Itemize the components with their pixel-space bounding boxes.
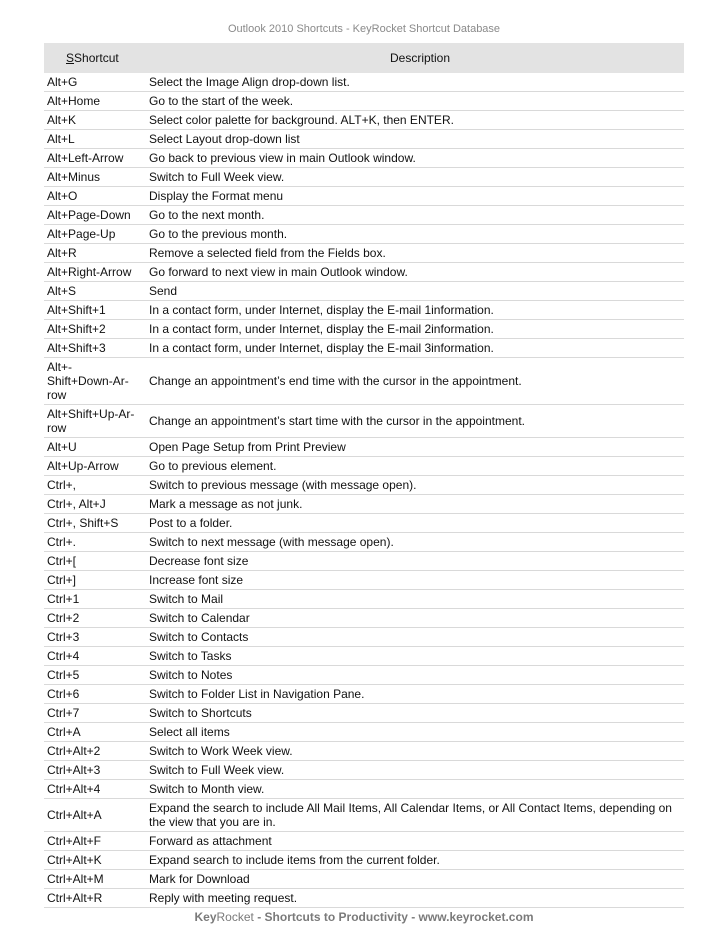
table-row [44, 149, 684, 168]
shortcut-key: Ctrl+, Alt+J [47, 497, 106, 511]
header-shortcut-label: Shortcut [74, 51, 119, 65]
shortcut-description: Change an appointment’s start time with the cursor in the appointment. [149, 414, 525, 428]
shortcut-key: Alt+U [47, 440, 77, 454]
shortcut-description: Switch to Shortcuts [149, 706, 252, 720]
shortcut-key: Alt+G [47, 75, 78, 89]
shortcut-description: Select color palette for background. ALT+K, then ENTER. [149, 113, 454, 127]
shortcut-key: Alt+Left-Arrow [47, 151, 124, 165]
shortcut-key: Ctrl+Alt+4 [47, 782, 101, 796]
table-row [44, 263, 684, 282]
shortcut-key: Ctrl+A [47, 725, 81, 739]
shortcut-description: Switch to Notes [149, 668, 233, 682]
footer [0, 910, 728, 924]
table-row [44, 438, 684, 457]
shortcut-description: Go to the next month. [149, 208, 265, 222]
table-header [44, 43, 684, 73]
table-row [44, 206, 684, 225]
table-row [44, 761, 684, 780]
document-title: Outlook 2010 Shortcuts - KeyRocket Shortcut Database [227, 23, 501, 35]
shortcut-description: Decrease font size [149, 554, 249, 568]
shortcut-key: Ctrl+, Shift+S [47, 516, 119, 530]
shortcut-key: Alt+Up-Arrow [47, 459, 119, 473]
shortcut-description: Switch to Month view. [149, 782, 265, 796]
table-row [44, 533, 684, 552]
shortcut-description: Switch to previous message (with message open). [149, 478, 417, 492]
shortcut-description: Switch to Calendar [149, 611, 250, 625]
table-row [44, 647, 684, 666]
shortcut-key: Alt+Page-Down [47, 208, 131, 222]
shortcut-key: Alt+Home [47, 94, 101, 108]
shortcut-key: Alt+Right-Arrow [47, 265, 132, 279]
shortcut-key: Alt+R [47, 246, 77, 260]
table-row [44, 168, 684, 187]
table-row [44, 742, 684, 761]
shortcut-description: Go to the previous month. [149, 227, 288, 241]
table-row [44, 609, 684, 628]
shortcut-key: Ctrl+Alt+K [47, 853, 102, 867]
shortcut-key: Alt+L [47, 132, 75, 146]
table-row [44, 405, 684, 438]
table-row [44, 514, 684, 533]
shortcut-key: Ctrl+5 [47, 668, 80, 682]
shortcut-description: Select Layout drop-down list [149, 132, 300, 146]
table-row [44, 476, 684, 495]
shortcut-key: Ctrl+Alt+F [47, 834, 102, 848]
shortcut-description: Switch to Full Week view. [149, 170, 285, 184]
shortcut-key: Ctrl+1 [47, 592, 80, 606]
table-row [44, 339, 684, 358]
footer-brand-key: Key [194, 910, 217, 924]
shortcut-description: Switch to Mail [149, 592, 224, 606]
table-row [44, 723, 684, 742]
shortcut-description: Go back to previous view in main Outlook window. [149, 151, 416, 165]
table-row [44, 590, 684, 609]
shortcut-description: Switch to Full Week view. [149, 763, 285, 777]
shortcut-description: Forward as attachment [149, 834, 272, 848]
header-shortcut-underlined-letter: S [66, 51, 75, 65]
table-row [44, 799, 684, 832]
table-row [44, 111, 684, 130]
table-row [44, 130, 684, 149]
shortcut-description: Send [149, 284, 178, 298]
table-row [44, 552, 684, 571]
shortcut-key: Ctrl+3 [47, 630, 80, 644]
table-row [44, 495, 684, 514]
shortcut-key: Ctrl+Alt+R [47, 891, 103, 905]
table-row [44, 187, 684, 206]
shortcut-key: Ctrl+Alt+3 [47, 763, 101, 777]
shortcut-key: Ctrl+6 [47, 687, 80, 701]
shortcut-description: Change an appointment’s end time with the cursor in the appointment. [149, 374, 522, 388]
shortcut-key: Ctrl+, [47, 478, 77, 492]
shortcut-description: Expand search to include items from the current folder. [149, 853, 440, 867]
shortcut-table [44, 43, 684, 908]
shortcut-key: Alt+Shift+2 [47, 322, 106, 336]
table-row [44, 301, 684, 320]
header-shortcut [44, 51, 146, 65]
shortcut-key: Ctrl+Alt+A [47, 808, 102, 822]
footer-brand-rocket: Rocket [216, 910, 254, 924]
shortcut-description: Select the Image Align drop-down list. [149, 75, 350, 89]
shortcut-key: Ctrl+Alt+M [47, 872, 104, 886]
shortcut-key: Ctrl+[ [47, 554, 77, 568]
shortcut-description: In a contact form, under Internet, display the E-mail 3information. [149, 341, 494, 355]
table-row [44, 666, 684, 685]
shortcut-description: Switch to Work Week view. [149, 744, 293, 758]
shortcut-description: Go to the start of the week. [149, 94, 294, 108]
shortcut-key: Ctrl+7 [47, 706, 80, 720]
shortcut-key: Alt+Page-Up [47, 227, 116, 241]
shortcut-key: Alt+O [47, 189, 78, 203]
header-description: Description [389, 51, 451, 65]
shortcut-key: Alt+Shift+3 [47, 341, 106, 355]
shortcut-description: Reply with meeting request. [149, 891, 298, 905]
table-row [44, 832, 684, 851]
shortcut-description: Switch to next message (with message open). [149, 535, 394, 549]
shortcut-description: Switch to Folder List in Navigation Pane. [149, 687, 365, 701]
shortcut-key: Ctrl+] [47, 573, 77, 587]
table-row [44, 358, 684, 405]
shortcut-description: Expand the search to include All Mail Items, All Calendar Items, or All Contact Items, depending on the view that you are in. [149, 801, 672, 829]
shortcut-key: Alt+S [47, 284, 77, 298]
table-row [44, 457, 684, 476]
shortcut-description: Switch to Contacts [149, 630, 249, 644]
table-row [44, 889, 684, 908]
table-row [44, 73, 684, 92]
shortcut-description: Display the Format menu [149, 189, 284, 203]
shortcut-description: Switch to Tasks [149, 649, 232, 663]
shortcut-key: Ctrl+2 [47, 611, 80, 625]
shortcut-key: Alt+Shift+Up-Ar- row [47, 407, 135, 435]
table-row [44, 628, 684, 647]
shortcut-description: Go forward to next view in main Outlook window. [149, 265, 408, 279]
shortcut-description: Open Page Setup from Print Preview [149, 440, 346, 454]
table-row [44, 92, 684, 111]
shortcut-description: Mark for Download [149, 872, 250, 886]
shortcut-description: In a contact form, under Internet, display the E-mail 2information. [149, 322, 494, 336]
table-row [44, 704, 684, 723]
shortcut-description: In a contact form, under Internet, display the E-mail 1information. [149, 303, 494, 317]
shortcut-key: Alt+K [47, 113, 77, 127]
table-row [44, 244, 684, 263]
table-row [44, 282, 684, 301]
footer-tagline: - Shortcuts to Productivity - www.keyrocket.com [253, 910, 534, 924]
shortcut-description: Increase font size [149, 573, 244, 587]
shortcut-key: Ctrl+4 [47, 649, 80, 663]
shortcut-description: Go to previous element. [149, 459, 277, 473]
shortcut-description: Select all items [149, 725, 230, 739]
table-row [44, 870, 684, 889]
table-row [44, 571, 684, 590]
shortcut-key: Alt+Minus [47, 170, 101, 184]
shortcut-key: Alt+Shift+1 [47, 303, 106, 317]
table-row [44, 225, 684, 244]
shortcut-key: Alt+- Shift+Down-Ar- row [47, 360, 129, 402]
table-body [44, 73, 684, 908]
table-row [44, 320, 684, 339]
table-row [44, 780, 684, 799]
shortcut-description: Mark a message as not junk. [149, 497, 303, 511]
shortcut-key: Ctrl+Alt+2 [47, 744, 101, 758]
shortcut-key: Ctrl+. [47, 535, 77, 549]
shortcut-description: Remove a selected field from the Fields box. [149, 246, 386, 260]
shortcut-description: Post to a folder. [149, 516, 233, 530]
table-row [44, 851, 684, 870]
table-row [44, 685, 684, 704]
